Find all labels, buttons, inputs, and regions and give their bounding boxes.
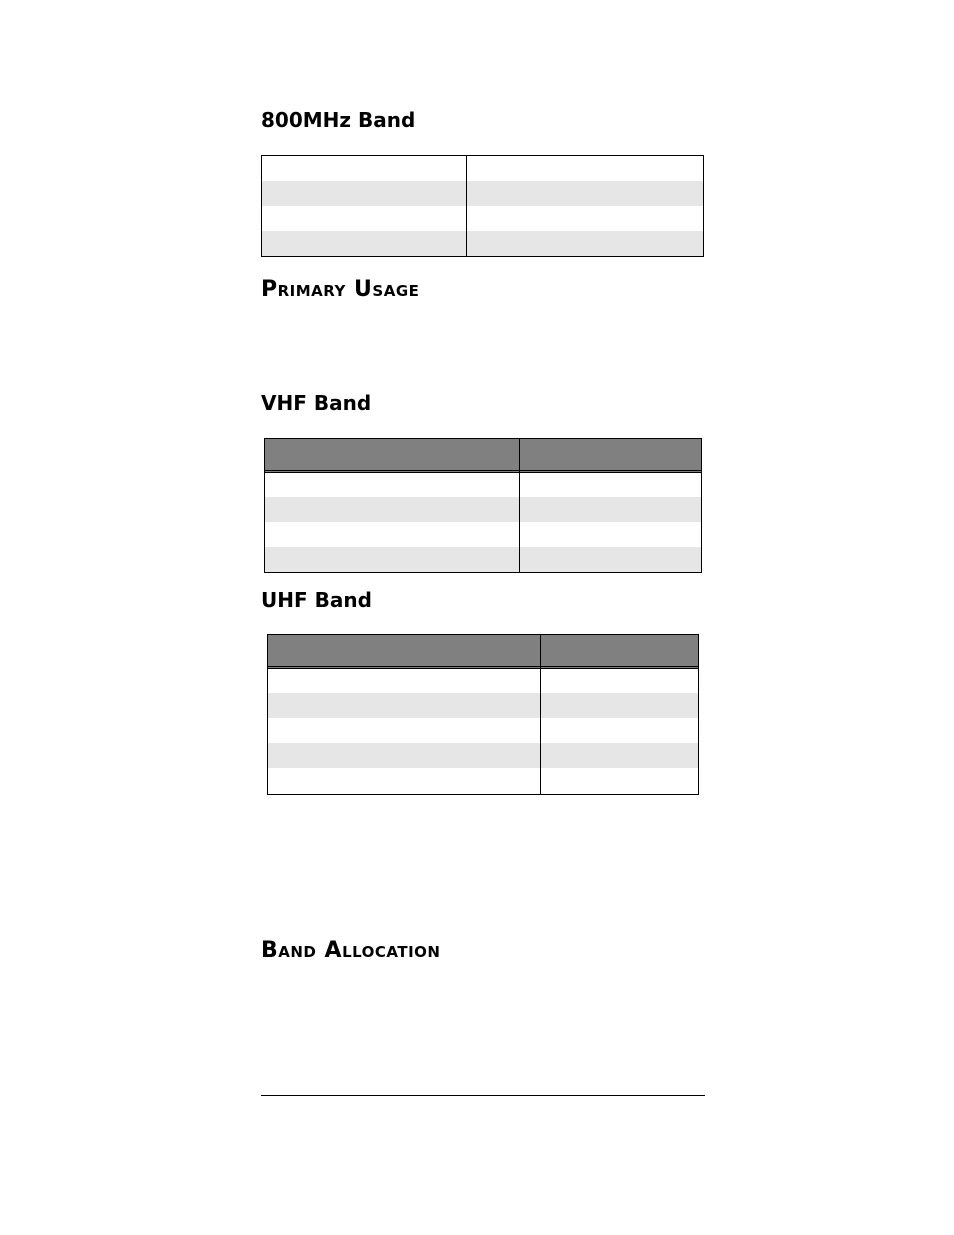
column-divider bbox=[519, 439, 520, 572]
heading-band-allocation: Band Allocation bbox=[261, 938, 441, 963]
table-row bbox=[268, 743, 698, 768]
heading-uhf-band: UHF Band bbox=[261, 588, 372, 612]
column-divider bbox=[466, 156, 467, 256]
table-row bbox=[262, 231, 703, 256]
table-800mhz-band bbox=[261, 155, 704, 257]
table-row bbox=[265, 497, 701, 522]
heading-vhf-band: VHF Band bbox=[261, 391, 372, 415]
table-header bbox=[268, 635, 698, 669]
table-row bbox=[262, 181, 703, 206]
table-uhf-band bbox=[267, 634, 699, 795]
heading-800mhz-band: 800MHz Band bbox=[261, 108, 416, 132]
table-row bbox=[268, 693, 698, 718]
table-row bbox=[265, 522, 701, 547]
column-divider bbox=[540, 635, 541, 794]
heading-primary-usage: Primary Usage bbox=[261, 277, 420, 302]
table-row bbox=[262, 156, 703, 181]
table-row bbox=[265, 547, 701, 572]
table-row bbox=[268, 768, 698, 794]
footer-rule bbox=[261, 1095, 705, 1096]
table-row bbox=[268, 718, 698, 743]
table-vhf-band bbox=[264, 438, 702, 573]
table-row bbox=[268, 669, 698, 693]
table-row bbox=[265, 473, 701, 497]
table-row bbox=[262, 206, 703, 231]
table-header bbox=[265, 439, 701, 473]
